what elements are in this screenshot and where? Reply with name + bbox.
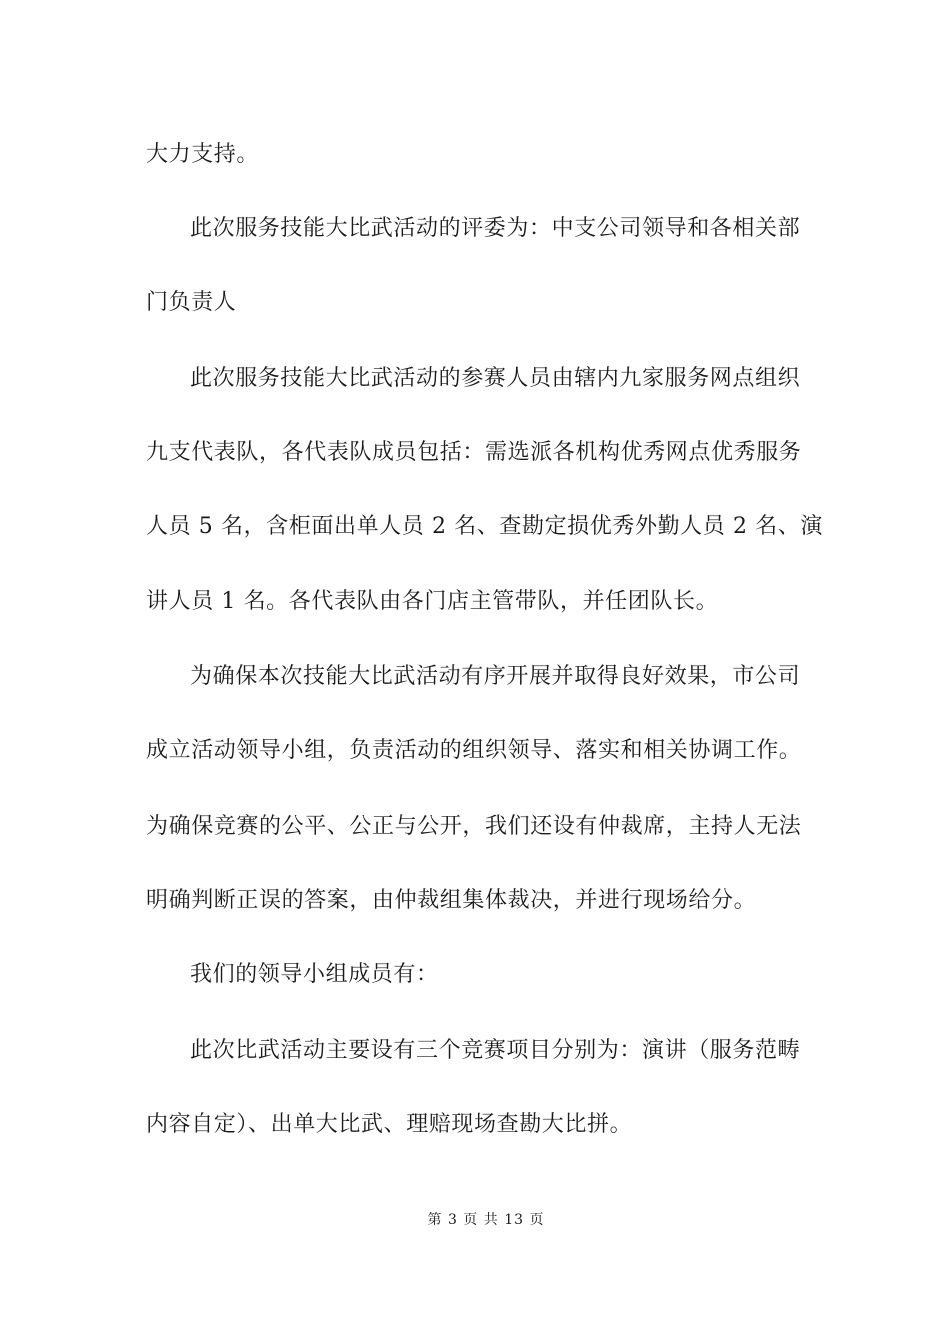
paragraph-line: 此次服务技能大比武活动的评委为：中支公司领导和各相关部: [190, 216, 801, 241]
text-line: 大力支持。: [146, 142, 260, 167]
text-line: 讲人员 1 名。各代表队由各门店主管带队，并任团队长。: [146, 589, 719, 614]
text-line: 为确保竞赛的公平、公正与公开，我们还设有仲裁席，主持人无法: [146, 814, 802, 839]
paragraph-line: 此次服务技能大比武活动的参赛人员由辖内九家服务网点组织: [190, 366, 801, 391]
text-line: 内容自定）、出单大比武、理赔现场查勘大比拼。: [146, 1112, 633, 1137]
text-line: 成立活动领导小组，负责活动的组织领导、落实和相关协调工作。: [146, 738, 802, 763]
text-line: 门负责人: [146, 290, 237, 315]
text-line: 人员 5 名，含柜面出单人员 2 名、查勘定损优秀外勤人员 2 名、演: [146, 514, 823, 539]
paragraph-line: 此次比武活动主要设有三个竞赛项目分别为：演讲（服务范畴: [190, 1038, 801, 1063]
text-line: 明确判断正误的答案，由仲裁组集体裁决，并进行现场给分。: [146, 888, 757, 913]
paragraph-line: 我们的领导小组成员有：: [190, 962, 439, 987]
text-line: 九支代表队，各代表队成员包括：需选派各机构优秀网点优秀服务: [146, 440, 802, 465]
paragraph-line: 为确保本次技能大比武活动有序开展并取得良好效果，市公司: [190, 664, 801, 689]
page-number-footer: 第 3 页 共 13 页: [427, 1212, 545, 1228]
